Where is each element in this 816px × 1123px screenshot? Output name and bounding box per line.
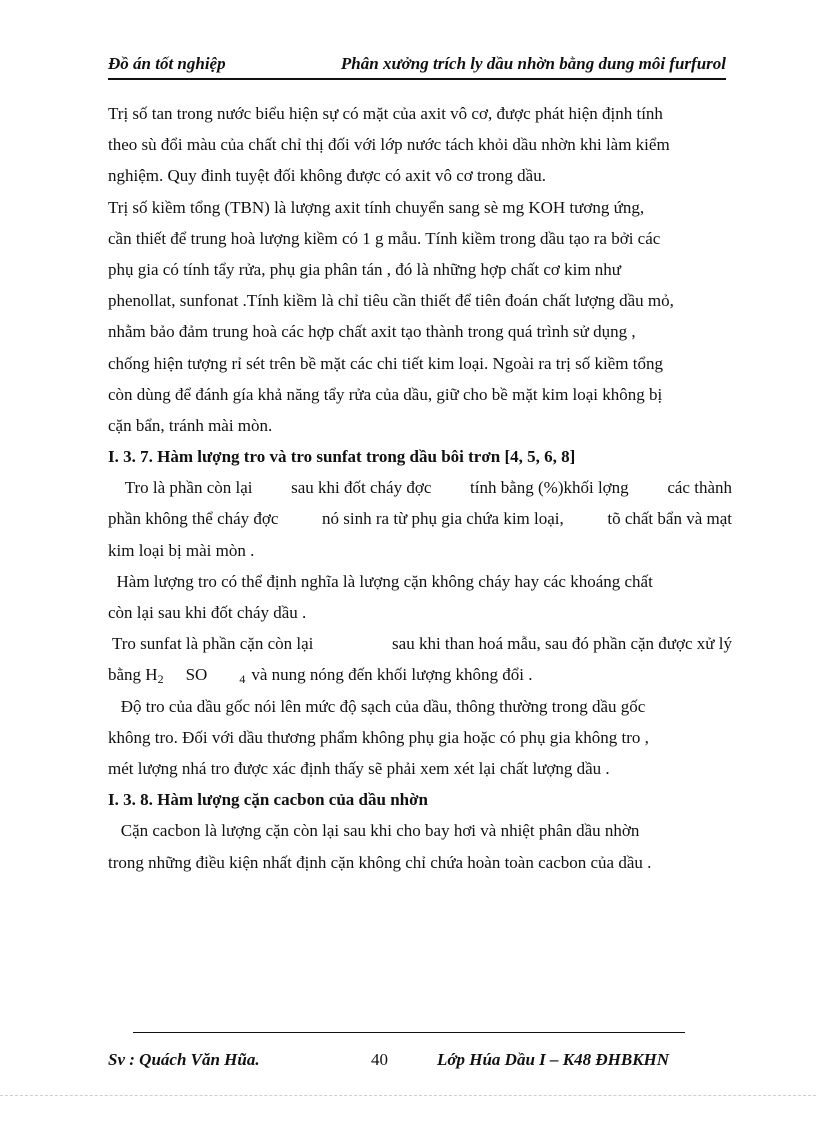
page-edge-divider [0, 1095, 816, 1096]
text-fragment: cặn bẩn, tránh mài mòn. [108, 415, 273, 435]
document-body [108, 98, 732, 878]
text-fragment: I. 3. 7. Hàm lượng tro và tro sunfat trong dầu bôi trơn [4, 5, 6, 8] [108, 447, 576, 467]
text-fragment: phenollat, sunfonat .Tính kiềm là chỉ tiêu cần thiết để tiên đoán chất lượng dầu mỏ, [108, 291, 674, 311]
text-line [108, 847, 732, 878]
text-fragment: kim loại bị mài mòn . [108, 540, 255, 560]
text-fragment: Tro sunfat là phần cặn còn lại [108, 634, 314, 654]
subscript: 4 [239, 672, 246, 687]
text-line [108, 410, 732, 441]
text-fragment: mét lượng nhá tro được xác định thấy sẽ phải xem xét lại chất lượng dầu . [108, 758, 610, 778]
text-fragment: các thành [667, 478, 732, 498]
text-fragment: tính bằng (%)khối lợng [470, 478, 629, 498]
text-line [108, 628, 732, 659]
text-fragment: bằng H [108, 665, 158, 685]
text-line [108, 503, 732, 534]
page-header [108, 52, 726, 80]
text-line [108, 285, 732, 316]
text-fragment: không tro. Đối với dầu thương phẩm không phụ gia hoặc có phụ gia không tro , [108, 727, 649, 747]
text-line [108, 566, 732, 597]
text-fragment: Trị số tan trong nước biểu hiện sự có mặt của axit vô cơ, được phát hiện định tính [108, 104, 663, 123]
text-fragment: theo sù đổi màu của chất chỉ thị đối với lớp nước tách khỏi dầu nhờn khi làm kiểm [108, 135, 670, 155]
text-line [108, 348, 732, 379]
footer-divider [133, 1032, 685, 1033]
text-fragment: sau khi đốt cháy đợc [291, 478, 432, 498]
page-footer [108, 1050, 708, 1074]
subscript: 2 [157, 672, 164, 687]
text-fragment: tõ chất bẩn và mạt [607, 509, 732, 529]
text-line [108, 535, 732, 566]
footer-class-name: Lớp Húa Dầu I – K48 ĐHBKHN [437, 1050, 670, 1069]
text-fragment: Cặn cacbon là lượng cặn còn lại sau khi cho bay hơi và nhiệt phân dầu nhờn [108, 821, 640, 841]
text-line [108, 316, 732, 347]
text-fragment: Hàm lượng tro có thể định nghĩa là lượng cặn không cháy hay các khoáng chất [108, 571, 653, 591]
text-fragment: trong những điều kiện nhất định cặn không chỉ chứa hoàn toàn cacbon của dầu . [108, 852, 652, 872]
text-line [108, 815, 732, 846]
text-line [108, 597, 732, 628]
text-fragment: nghiệm. Quy đinh tuyệt đối không được có axit vô cơ trong dầu. [108, 166, 546, 186]
header-left-title: Đồ án tốt nghiệp [108, 54, 226, 73]
text-line [108, 129, 732, 160]
text-line [108, 223, 732, 254]
text-fragment: sau khi than hoá mẫu, sau đó phần cặn được xử lý [392, 634, 732, 654]
text-fragment: còn lại sau khi đốt cháy dầu . [108, 603, 307, 622]
text-line [108, 379, 732, 410]
page-number: 40 [371, 1050, 388, 1069]
section-heading-carbon-residue [108, 784, 732, 815]
text-fragment: phần không thể cháy đợc [108, 509, 279, 529]
text-fragment: còn dùng để đánh gía khả năng tẩy rửa của dầu, giữ cho bề mặt kim loại không bị [108, 384, 663, 404]
text-line [108, 98, 732, 129]
text-fragment: và nung nóng đến khối lượng không đổi . [251, 665, 533, 685]
text-fragment: I. 3. 8. Hàm lượng cặn cacbon của dầu nhờn [108, 790, 428, 810]
text-fragment: nó sinh ra từ phụ gia chứa kim loại, [322, 509, 564, 529]
header-right-title: Phân xưởng trích ly dầu nhờn bằng dung môi furfurol [340, 54, 726, 73]
text-fragment: phụ gia có tính tẩy rửa, phụ gia phân tán , đó là những hợp chất cơ kim như [108, 259, 622, 279]
text-line [108, 160, 732, 191]
text-fragment: Tro là phần còn lại [108, 478, 253, 498]
text-line [108, 753, 732, 784]
text-fragment: Độ tro của dầu gốc nói lên mức độ sạch của dầu, thông thường trong dầu gốc [108, 696, 646, 716]
text-line [108, 691, 732, 722]
text-line [108, 192, 732, 223]
section-heading-ash-content [108, 441, 732, 472]
text-line [108, 254, 732, 285]
footer-student-name: Sv : Quách Văn Hũa. [108, 1050, 260, 1069]
text-fragment: nhằm bảo đảm trung hoà các hợp chất axit tạo thành trong quá trình sử dụng , [108, 322, 636, 342]
text-line [108, 472, 732, 503]
text-fragment: SO [185, 665, 208, 685]
text-fragment: chống hiện tượng rỉ sét trên bề mặt các chi tiết kim loại. Ngoài ra trị số kiềm tổng [108, 353, 663, 373]
text-line-formula [108, 659, 732, 690]
text-fragment: Trị số kiềm tổng (TBN) là lượng axit tính chuyển sang sè mg KOH tương ứng, [108, 197, 645, 217]
text-line [108, 722, 732, 753]
text-fragment: cần thiết để trung hoà lượng kiềm có 1 g mẫu. Tính kiềm trong dầu tạo ra bởi các [108, 228, 661, 248]
